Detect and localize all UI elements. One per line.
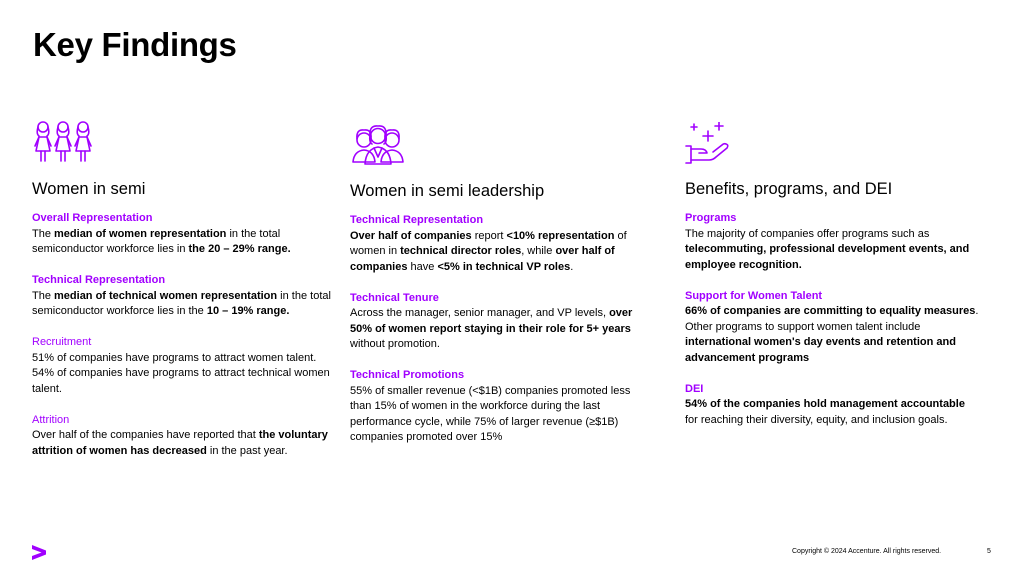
column-heading: Benefits, programs, and DEI [685,180,893,198]
finding-technical-tenure [350,291,645,353]
column-heading: Women in semi leadership [350,182,545,200]
finding-attrition [32,413,332,460]
column-women-in-semi-leadership [350,124,645,461]
column-women-in-semi [32,118,332,475]
finding-subtitle: Technical Tenure [350,291,439,304]
finding-subtitle: Recruitment [32,336,92,348]
finding-subtitle: Support for Women Talent [685,289,823,302]
finding-text: Over half of companies report <10% representation of women in technical director roles, while over half of companies have <5% in technical VP roles. [350,229,627,273]
finding-overall-representation [32,211,332,258]
column-heading: Women in semi [32,180,146,198]
finding-subtitle: Technical Representation [350,214,484,226]
women-leadership-icon [350,124,645,170]
accenture-chevron-icon [31,545,47,565]
women-group-icon [32,118,332,164]
page-title: Key Findings [33,26,237,63]
finding-text: Across the manager, senior manager, and VP levels, over 50% of women report staying in their role for 5+ years without promotion. [350,307,633,350]
finding-text: 55% of smaller revenue (<$1B) companies promoted less than 15% of women in the workforce during the last performance cycle, while 75% of larger revenue (≥$1B) companies promoted over 15% [350,384,631,443]
finding-programs [685,211,980,273]
finding-subtitle: Technical Representation [32,274,166,286]
finding-dei [685,382,980,429]
page-number: 5 [987,548,991,555]
finding-text: 66% of companies are committing to equality measures. Other programs to support women talent include international women's day events and retention and advancement programs [685,305,979,364]
finding-subtitle: Programs [685,212,737,224]
column-benefits-programs-dei [685,122,980,444]
copyright-notice: Copyright © 2024 Accenture. All rights reserved. [792,548,942,555]
finding-text: 54% of the companies hold management accountable for reaching their diversity, equity, and inclusion goals. [685,398,965,426]
finding-subtitle: Technical Promotions [350,369,465,381]
finding-text: The median of women representation in the total semiconductor workforce lies in the 20 – 29% range. [32,227,291,255]
finding-text: The majority of companies offer programs such as telecommuting, professional development events, and employee recognition. [685,227,970,271]
hand-plus-icon [685,122,980,168]
finding-text: 51% of companies have programs to attract women talent. 54% of companies have programs to attract technical women talent. [32,351,330,395]
finding-technical-representation [32,273,332,320]
finding-technical-representation [350,213,645,275]
finding-text: Over half of the companies have reported that the voluntary attrition of women has decreased in the past year. [32,429,328,457]
finding-support-women-talent [685,289,980,367]
finding-subtitle: Attrition [32,413,70,426]
finding-recruitment [32,335,332,397]
finding-technical-promotions [350,368,645,446]
finding-subtitle: Overall Representation [32,212,153,224]
finding-subtitle: DEI [685,382,704,395]
finding-text: The median of technical women representation in the total semiconductor workforce lies in the 10 – 19% range. [32,289,331,317]
